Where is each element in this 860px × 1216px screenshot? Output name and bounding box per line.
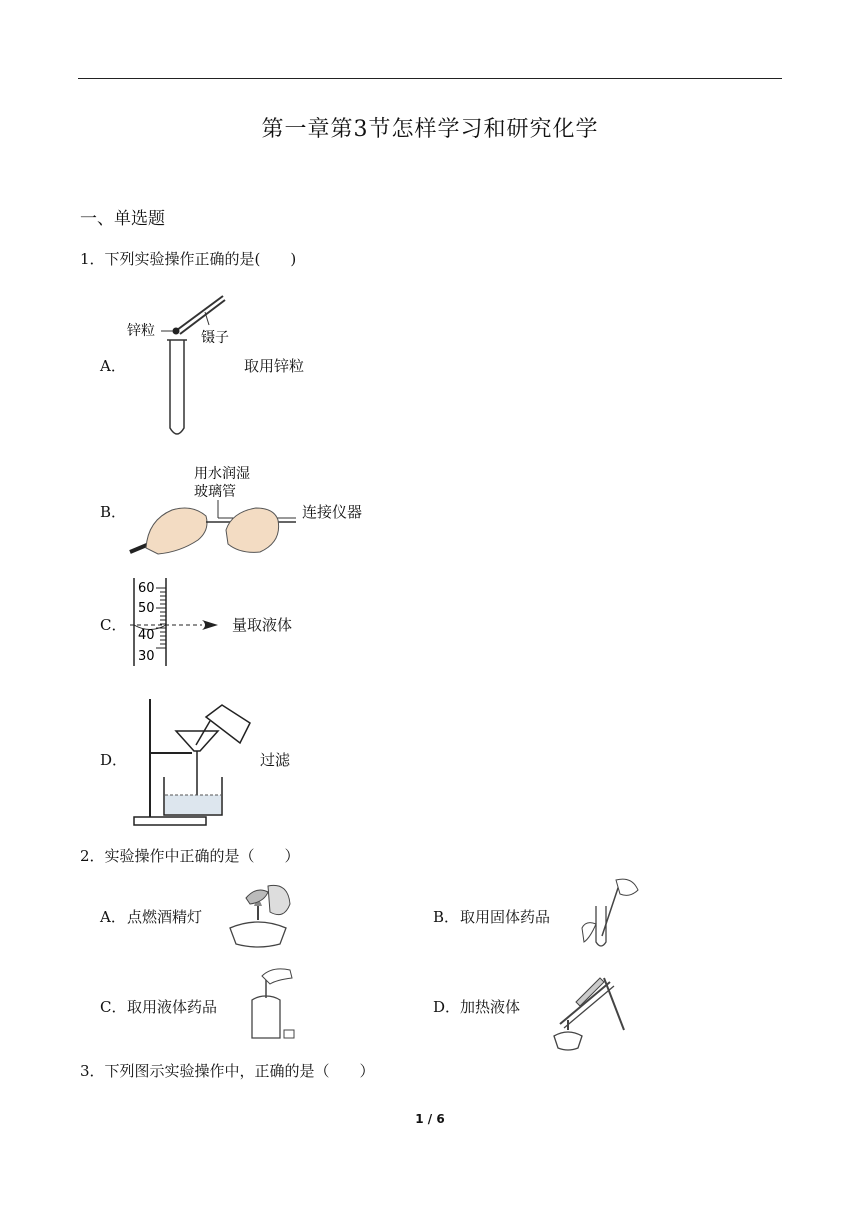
question-2-stem: 2．实验操作中正确的是（ ） xyxy=(80,847,300,865)
q1-option-a-caption: 取用锌粒 xyxy=(244,357,305,375)
wet-with-water-label: 用水润湿 xyxy=(194,466,250,482)
eye-icon xyxy=(202,620,218,630)
q1-option-a-figure xyxy=(125,290,235,442)
q2-option-d-label: D． xyxy=(433,998,461,1016)
q2-option-c-label: C． xyxy=(100,998,127,1016)
q2-option-b-figure xyxy=(576,876,646,956)
q1-option-b-label: B． xyxy=(100,503,127,521)
q1-option-b-caption: 连接仪器 xyxy=(302,503,363,521)
tick-60: 60 xyxy=(138,581,155,596)
glass-tube-label: 玻璃管 xyxy=(194,484,236,500)
q2-option-a-label: A． xyxy=(100,908,126,926)
page-number: 1 / 6 xyxy=(415,1112,445,1126)
page-title: 第一章第3节怎样学习和研究化学 xyxy=(261,117,599,142)
q1-option-d-figure xyxy=(130,695,254,829)
section-heading: 一、单选题 xyxy=(80,209,165,229)
tweezers-label: 镊子 xyxy=(201,330,229,346)
q2-option-b-caption: 取用固体药品 xyxy=(460,908,551,926)
zinc-granule-label: 锌粒 xyxy=(127,323,155,339)
q1-option-b-figure xyxy=(128,460,298,556)
q2-option-a-figure xyxy=(222,876,294,952)
q2-option-c-caption: 取用液体药品 xyxy=(127,998,218,1016)
tick-30: 30 xyxy=(138,649,155,664)
q1-option-d-label: D． xyxy=(100,751,128,769)
q2-option-b-label: B． xyxy=(433,908,460,926)
q2-option-c-figure xyxy=(244,964,306,1044)
tick-50: 50 xyxy=(138,601,155,616)
q1-option-c-label: C． xyxy=(100,616,127,634)
q1-option-d-caption: 过滤 xyxy=(260,751,291,769)
q2-option-d-figure xyxy=(548,972,630,1052)
question-3-stem: 3．下列图示实验操作中，正确的是（ ） xyxy=(80,1062,375,1080)
q1-option-c-caption: 量取液体 xyxy=(232,616,293,634)
tick-40: 40 xyxy=(138,628,155,643)
q2-option-d-caption: 加热液体 xyxy=(460,998,521,1016)
q1-option-a-label: A． xyxy=(100,357,126,375)
header-rule xyxy=(78,78,782,79)
q2-option-a-caption: 点燃酒精灯 xyxy=(127,908,203,926)
question-1-stem: 1．下列实验操作正确的是( ) xyxy=(80,250,297,268)
q1-option-c-figure xyxy=(130,576,222,668)
